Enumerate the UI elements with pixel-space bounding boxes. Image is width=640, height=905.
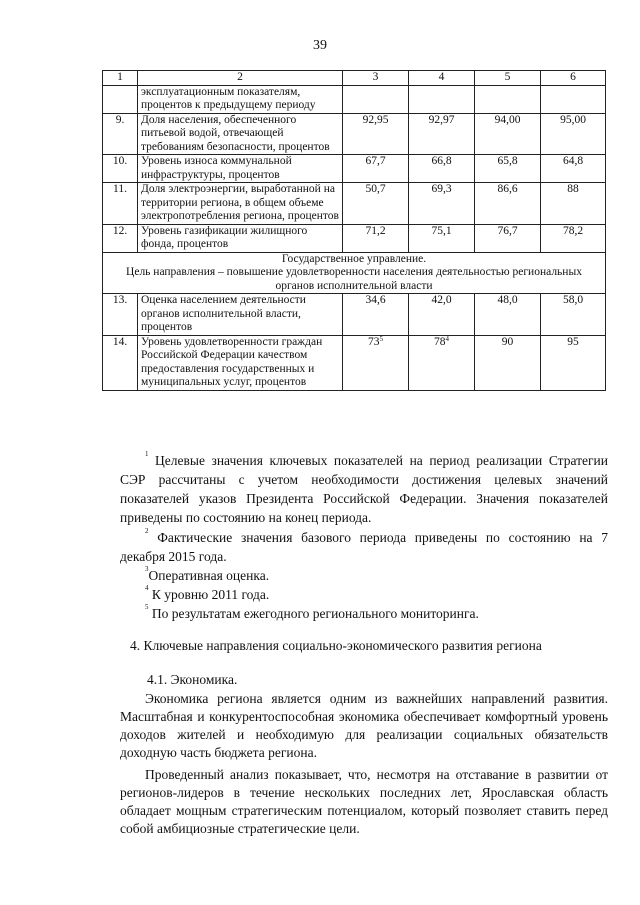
row-number: 12. [103,224,138,252]
row-value: 66,8 [409,155,475,183]
table-row [103,294,606,336]
row-value: 86,6 [475,183,541,225]
section-heading: 4. Ключевые направления социально-экономического развития региона [130,638,542,653]
row-value: 64,8 [541,155,606,183]
footnote-3 [120,566,608,585]
header-cell: 4 [409,71,475,86]
paragraph: Проведенный анализ показывает, что, несмотря на отставание в развитии от регионов-лидеров в течение нескольких последних лет, Ярославская область обладает мощным стратегическим потенциалом, который позволяет ставить перед собой амбициозные стратегические цели. [120,767,608,836]
footnote-text: Оперативная оценка. [148,568,270,583]
row-value: 92,97 [409,113,475,155]
row-name: Оценка населением деятельности органов исполнительной власти, процентов [138,294,343,336]
header-cell: 5 [475,71,541,86]
row-value: 58,0 [541,294,606,336]
footnote-mark: 5 [379,334,383,343]
footnote-2 [120,528,608,566]
footnote-text: По результатам ежегодного регионального мониторинга. [151,606,479,621]
row-name: Уровень газификации жилищного фонда, процентов [138,224,343,252]
table-row [103,85,606,113]
row-number: 13. [103,294,138,336]
row-value [343,335,409,390]
row-value: 76,7 [475,224,541,252]
row-name: Доля электроэнергии, выработанной на территории региона, в общем объеме электропотребления региона, процентов [138,183,343,225]
row-value: 48,0 [475,294,541,336]
section-row [103,252,606,294]
row-value: 88 [541,183,606,225]
row-name: Уровень удовлетворенности граждан Российской Федерации качеством предоставления государственных и муниципальных услуг, процентов [138,335,343,390]
row-name: эксплуатационным показателям, процентов к предыдущему периоду [138,85,343,113]
subsection-heading: 4.1. Экономика. [147,672,238,687]
footnote-mark: 5 [145,603,149,611]
footnote-mark: 2 [145,527,149,535]
row-value: 50,7 [343,183,409,225]
footnote-1 [120,451,608,527]
row-name: Доля населения, обеспеченного питьевой водой, отвечающей требованиям безопасности, процентов [138,113,343,155]
footnote-5 [120,604,608,623]
value-text: 78 [434,335,446,348]
row-value [409,335,475,390]
row-value: 94,00 [475,113,541,155]
row-number: 14. [103,335,138,390]
row-number: 9. [103,113,138,155]
page-number: 39 [313,38,327,53]
row-value: 65,8 [475,155,541,183]
footnote-mark: 1 [145,450,149,458]
section-goal: Цель направления – повышение удовлетворенности населения деятельностью региональных органов исполнительной власти [126,266,582,292]
table-row [103,335,606,390]
table-row [103,183,606,225]
table-header-row [103,71,606,86]
indicators-table [102,70,606,391]
row-name: Уровень износа коммунальной инфраструктуры, процентов [138,155,343,183]
header-cell: 2 [138,71,343,86]
footnote-mark: 4 [445,334,449,343]
row-value: 67,7 [343,155,409,183]
row-value: 95,00 [541,113,606,155]
footnote-text: Фактические значения базового периода приведены по состоянию на 7 декабря 2015 года. [120,530,608,564]
paragraph: Экономика региона является одним из важнейших направлений развития. Масштабная и конкурентоспособная экономика обеспечивает комфортный уровень доходов жителей и необходимую для реализации социальных обязательств доходную часть бюджета региона. [120,691,608,760]
header-cell: 1 [103,71,138,86]
footnote-text: Целевые значения ключевых показателей на период реализации Стратегии СЭР рассчитаны с учетом необходимости достижения целевых значений показателей указов Президента Российской Федерации. Значения показателей приведены по состоянию на конец периода. [120,453,608,525]
header-cell: 3 [343,71,409,86]
row-number: 11. [103,183,138,225]
row-value: 71,2 [343,224,409,252]
row-value: 78,2 [541,224,606,252]
row-number: 10. [103,155,138,183]
row-value: 95 [541,335,606,390]
footnote-mark: 3 [145,565,149,573]
section-title: Государственное управление. [281,252,427,265]
row-value: 92,95 [343,113,409,155]
value-text: 73 [368,335,380,348]
row-value: 34,6 [343,294,409,336]
footnote-text: К уровню 2011 года. [151,587,270,602]
row-value: 90 [475,335,541,390]
table-row [103,155,606,183]
row-value: 75,1 [409,224,475,252]
footnote-mark: 4 [145,584,149,592]
table-row [103,113,606,155]
table-row [103,224,606,252]
header-cell: 6 [541,71,606,86]
row-value: 42,0 [409,294,475,336]
footnote-4 [120,585,608,604]
row-value: 69,3 [409,183,475,225]
